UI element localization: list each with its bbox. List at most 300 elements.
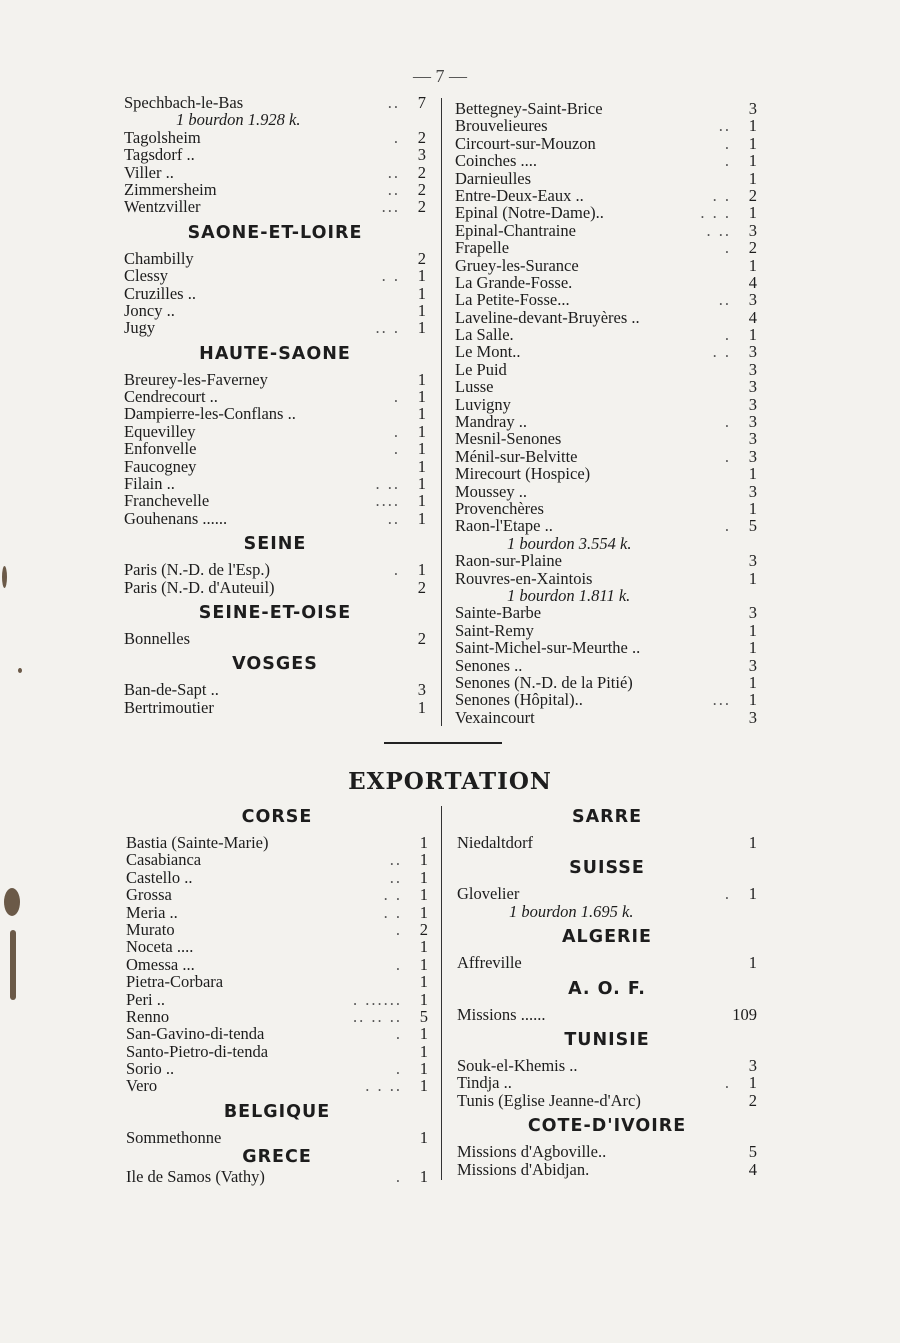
parish-entry [457, 1006, 757, 1023]
bell-count: 1 [417, 697, 426, 717]
bell-count: 2 [417, 197, 426, 217]
leader-dots: . [724, 325, 731, 345]
bell-note [455, 535, 757, 552]
parish-name: Zimmersheim [124, 179, 217, 199]
parish-entry [126, 851, 428, 868]
parish-entry [455, 517, 757, 534]
bell-count: 1 [419, 1041, 428, 1061]
parish-entry [126, 1168, 428, 1185]
parish-entry [455, 465, 757, 482]
parish-entry [124, 510, 426, 527]
bell-count: 3 [748, 412, 757, 432]
parish-entry [455, 674, 757, 691]
bell-count: 1 [417, 300, 426, 320]
bell-count: 1 [748, 116, 757, 136]
bell-count: 1 [748, 638, 757, 658]
parish-name: Le Puid [455, 359, 507, 379]
parish-name: Pietra-Corbara [126, 972, 224, 992]
bell-count: 4 [748, 307, 757, 327]
region-heading: CORSE [241, 807, 313, 827]
leader-dots: . [393, 439, 400, 459]
parish-entry [455, 622, 757, 639]
parish-name: Clessy [124, 266, 169, 286]
parish-entry [457, 1092, 757, 1109]
parish-entry [124, 423, 426, 440]
bell-count: 1 [417, 369, 426, 389]
bell-count: 5 [748, 1142, 757, 1162]
parish-entry [455, 100, 757, 117]
parish-name: Vero [126, 1076, 158, 1096]
bell-count: 1 [748, 672, 757, 692]
parish-name: Bastia (Sainte-Marie) [126, 833, 269, 852]
bell-count: 1 [419, 867, 428, 887]
parish-entry [455, 309, 757, 326]
leader-dots: . [393, 127, 400, 147]
parish-name: Ban-de-Sapt .. [124, 680, 219, 700]
parish-name: Saint-Remy [455, 620, 534, 640]
column-top-right [455, 100, 757, 726]
parish-name: Ile de Samos (Vathy) [126, 1167, 265, 1187]
parish-name: Sainte-Barbe [455, 603, 542, 623]
bell-count: 1 [748, 151, 757, 171]
parish-entry [124, 94, 426, 111]
parish-name: Bettegney-Saint-Brice [455, 99, 603, 118]
bell-count: 1 [748, 884, 757, 904]
bell-count: 2 [417, 127, 426, 147]
parish-entry [455, 500, 757, 517]
bell-count: 1 [748, 568, 757, 588]
leader-dots: . . . [700, 203, 731, 223]
parish-entry [455, 396, 757, 413]
bell-count: 2 [419, 919, 428, 939]
parish-name: Paris (N.-D. d'Auteuil) [124, 577, 275, 597]
parish-entry [124, 250, 426, 267]
parish-name: Joncy .. [124, 300, 175, 320]
export-section-title: EXPORTATION [348, 768, 552, 795]
parish-name: Senones .. [455, 655, 523, 675]
parish-name: Provenchères [455, 498, 544, 518]
parish-name: La Grande-Fosse. [455, 272, 573, 292]
parish-entry [124, 267, 426, 284]
bell-count: 1 [417, 491, 426, 511]
leader-dots: . [393, 387, 400, 407]
leader-dots: ... [712, 690, 731, 710]
parish-entry [455, 326, 757, 343]
parish-name: Senones (N.-D. de la Pitié) [455, 672, 633, 692]
parish-name: Grossa [126, 885, 172, 905]
leader-dots: . [395, 919, 402, 939]
parish-name: Frapelle [455, 238, 510, 258]
parish-name: Glovelier [457, 884, 520, 904]
bell-note-text: 1 bourdon 1.928 k. [176, 110, 301, 130]
parish-name: Equevilley [124, 421, 196, 441]
region-heading: SARRE [571, 807, 643, 827]
parish-name: Casabianca [126, 850, 202, 870]
parish-entry [126, 938, 428, 955]
parish-name: Tindja .. [457, 1073, 512, 1093]
parish-name: Santo-Pietro-di-tenda [126, 1041, 269, 1061]
parish-entry [126, 886, 428, 903]
bell-count: 109 [732, 1004, 757, 1024]
bell-count: 1 [419, 850, 428, 870]
leader-dots: . . [383, 902, 402, 922]
parish-entry [124, 285, 426, 302]
parish-name: Enfonvelle [124, 439, 197, 459]
bell-count: 3 [748, 429, 757, 449]
leader-dots: .. [387, 162, 400, 182]
bell-note-text: 1 bourdon 3.554 k. [507, 533, 632, 553]
leader-dots: . .. [375, 474, 400, 494]
bell-count: 2 [417, 628, 426, 648]
parish-name: Mirecourt (Hospice) [455, 464, 591, 484]
parish-name: Cendrecourt .. [124, 387, 218, 407]
bell-count: 1 [748, 1073, 757, 1093]
bell-count: 4 [748, 1159, 757, 1179]
parish-name: Murato [126, 919, 175, 939]
bell-count: 1 [419, 1076, 428, 1096]
bell-count: 3 [748, 342, 757, 362]
bell-count: 3 [748, 99, 757, 118]
bell-count: 3 [417, 680, 426, 700]
bell-count: 2 [417, 179, 426, 199]
bell-count: 1 [748, 833, 757, 852]
bell-count: 2 [417, 162, 426, 182]
bell-count: 3 [748, 655, 757, 675]
parish-entry [455, 117, 757, 134]
parish-entry [126, 921, 428, 938]
parish-name: Affreville [457, 953, 522, 973]
bell-count: 3 [748, 603, 757, 623]
parish-entry [457, 1074, 757, 1091]
parish-entry [126, 904, 428, 921]
bell-count: 1 [419, 833, 428, 852]
parish-entry [124, 388, 426, 405]
leader-dots: . . [383, 885, 402, 905]
bell-count: 7 [417, 93, 426, 112]
parish-entry [455, 291, 757, 308]
parish-name: Dampierre-les-Conflans .. [124, 404, 296, 424]
bell-count: 1 [748, 325, 757, 345]
parish-entry [124, 579, 426, 596]
bell-count: 1 [417, 439, 426, 459]
bell-count: 1 [748, 168, 757, 188]
bell-note [124, 111, 426, 128]
bell-count: 2 [748, 185, 757, 205]
region-heading: SEINE [243, 534, 307, 555]
leader-dots: .. [387, 179, 400, 199]
bell-count: 1 [419, 1167, 428, 1187]
parish-name: Sommethonne [126, 1127, 222, 1147]
parish-name: Raon-l'Etape .. [455, 516, 553, 536]
parish-name: Gouhenans ...... [124, 508, 228, 528]
bell-count: 2 [748, 1090, 757, 1110]
region-heading: COTE-D'IVOIRE [527, 1116, 687, 1137]
leader-dots: . . .. [365, 1076, 402, 1096]
parish-entry [455, 378, 757, 395]
bell-count: 5 [748, 516, 757, 536]
parish-name: Lusse [455, 377, 494, 397]
parish-entry [455, 604, 757, 621]
parish-entry [126, 973, 428, 990]
parish-name: Wentzviller [124, 197, 201, 217]
column-divider-bottom [441, 806, 442, 1180]
parish-entry [126, 1043, 428, 1060]
parish-entry [457, 885, 757, 902]
bell-count: 3 [748, 446, 757, 466]
parish-name: Entre-Deux-Eaux .. [455, 185, 584, 205]
leader-dots: .... [375, 491, 400, 511]
bell-count: 1 [748, 690, 757, 710]
parish-name: Bertrimoutier [124, 697, 214, 717]
bell-count: 3 [748, 220, 757, 240]
parish-entry [124, 198, 426, 215]
leader-dots: . .. [706, 220, 731, 240]
bell-count: 1 [419, 885, 428, 905]
column-divider-top [441, 98, 442, 726]
parish-name: Filain .. [124, 474, 175, 494]
parish-entry [455, 343, 757, 360]
bell-count: 1 [748, 953, 757, 973]
leader-dots: .. [718, 116, 731, 136]
parish-name: Brouvelieures [455, 116, 548, 136]
parish-name: Mesnil-Senones [455, 429, 562, 449]
parish-name: Sorio .. [126, 1059, 175, 1079]
leader-dots: .. . [375, 318, 400, 338]
parish-entry [124, 405, 426, 422]
parish-name: Noceta .... [126, 937, 194, 957]
parish-name: Castello .. [126, 867, 193, 887]
bell-count: 1 [417, 421, 426, 441]
parish-name: Raon-sur-Plaine [455, 551, 562, 571]
parish-entry [124, 181, 426, 198]
region-heading: SAONE-ET-LOIRE [187, 222, 363, 243]
region-heading: SEINE-ET-OISE [198, 602, 352, 623]
bell-count: 1 [419, 989, 428, 1009]
parish-entry [455, 430, 757, 447]
parish-name: San-Gavino-di-tenda [126, 1024, 265, 1044]
parish-entry [455, 239, 757, 256]
bell-count: 1 [748, 133, 757, 153]
parish-entry [126, 991, 428, 1008]
parish-entry [455, 483, 757, 500]
parish-name: Niedaltdorf [457, 833, 534, 852]
column-bottom-left [126, 800, 428, 1186]
parish-name: Gruey-les-Surance [455, 255, 579, 275]
parish-name: Tunis (Eglise Jeanne-d'Arc) [457, 1090, 641, 1110]
leader-dots: .. [718, 290, 731, 310]
parish-entry [455, 709, 757, 726]
parish-name: Chambilly [124, 248, 194, 268]
bell-note-text: 1 bourdon 1.811 k. [507, 585, 631, 605]
section-separator [384, 742, 502, 744]
bell-count: 1 [748, 620, 757, 640]
bell-note-text: 1 bourdon 1.695 k. [509, 901, 634, 921]
parish-entry [455, 204, 757, 221]
parish-entry [457, 1057, 757, 1074]
parish-entry [124, 492, 426, 509]
parish-entry [455, 657, 757, 674]
parish-name: Franchevelle [124, 491, 210, 511]
region-heading: VOSGES [232, 654, 318, 675]
parish-entry [126, 1077, 428, 1094]
parish-name: Tagsdorf .. [124, 145, 195, 165]
bell-count: 3 [748, 481, 757, 501]
leader-dots: . [393, 421, 400, 441]
bell-count: 1 [419, 902, 428, 922]
bell-count: 1 [419, 972, 428, 992]
bell-count: 1 [417, 387, 426, 407]
bell-note [457, 903, 757, 920]
parish-entry [457, 834, 757, 851]
region-heading: HAUTE-SAONE [199, 343, 351, 364]
leader-dots: . [724, 516, 731, 536]
parish-entry [455, 222, 757, 239]
leader-dots: . . [712, 185, 731, 205]
leader-dots: . [724, 151, 731, 171]
parish-name: Breurey-les-Faverney [124, 369, 268, 389]
parish-name: Faucogney [124, 456, 197, 476]
parish-entry [124, 630, 426, 647]
bell-count: 1 [417, 560, 426, 580]
parish-entry [124, 699, 426, 716]
bell-count: 1 [419, 1024, 428, 1044]
leader-dots: . [724, 133, 731, 153]
parish-entry [126, 834, 428, 851]
column-bottom-right [457, 800, 757, 1178]
leader-dots: . [395, 1059, 402, 1079]
bell-count: 1 [748, 464, 757, 484]
parish-entry [126, 1129, 428, 1146]
bell-count: 3 [748, 1055, 757, 1075]
bell-count: 2 [417, 577, 426, 597]
bell-count: 3 [748, 551, 757, 571]
parish-entry [455, 170, 757, 187]
parish-name: La Salle. [455, 325, 514, 345]
parish-name: Meria .. [126, 902, 178, 922]
parish-entry [124, 302, 426, 319]
parish-entry [126, 1025, 428, 1042]
parish-entry [124, 475, 426, 492]
bell-count: 1 [417, 266, 426, 286]
page-number: — 7 — [413, 66, 467, 86]
parish-name: Jugy [124, 318, 156, 338]
parish-name: Missions ...... [457, 1004, 546, 1024]
bell-count: 3 [417, 145, 426, 165]
parish-name: Epinal-Chantraine [455, 220, 576, 240]
bell-count: 1 [748, 498, 757, 518]
region-heading: TUNISIE [564, 1029, 650, 1050]
bell-count: 3 [748, 394, 757, 414]
leader-dots: . [724, 238, 731, 258]
leader-dots: .. .. .. [353, 1006, 402, 1026]
parish-entry [455, 552, 757, 569]
region-heading: ALGERIE [562, 927, 652, 948]
parish-entry [124, 319, 426, 336]
bell-count: 3 [748, 377, 757, 397]
parish-name: La Petite-Fosse... [455, 290, 570, 310]
parish-entry [457, 954, 757, 971]
parish-name: Luvigny [455, 394, 511, 414]
column-top-left [124, 94, 426, 716]
parish-entry [455, 274, 757, 291]
parish-entry [455, 361, 757, 378]
bell-count: 2 [748, 238, 757, 258]
bell-count: 3 [748, 707, 757, 727]
parish-name: Coinches .... [455, 151, 538, 171]
leader-dots: . [724, 884, 731, 904]
bell-count: 1 [419, 954, 428, 974]
leader-dots: . [724, 412, 731, 432]
parish-name: Spechbach-le-Bas [124, 93, 244, 112]
parish-name: Darnieulles [455, 168, 532, 188]
region-heading: SUISSE [569, 858, 645, 879]
parish-name: Epinal (Notre-Dame).. [455, 203, 604, 223]
parish-entry [126, 956, 428, 973]
bell-count: 1 [419, 1127, 428, 1147]
bell-count: 3 [748, 290, 757, 310]
region-heading: BELGIQUE [223, 1101, 331, 1122]
parish-name: Vexaincourt [455, 707, 535, 727]
parish-name: Peri .. [126, 989, 165, 1009]
bell-note [455, 587, 757, 604]
parish-entry [455, 187, 757, 204]
leader-dots: . [724, 1073, 731, 1093]
parish-entry [457, 1143, 757, 1160]
parish-name: Circourt-sur-Mouzon [455, 133, 596, 153]
bell-count: 1 [417, 404, 426, 424]
parish-entry [126, 1008, 428, 1025]
parish-name: Omessa ... [126, 954, 195, 974]
parish-name: Ménil-sur-Belvitte [455, 446, 578, 466]
bell-count: 1 [419, 937, 428, 957]
bell-count: 1 [417, 283, 426, 303]
parish-entry [126, 1060, 428, 1077]
parish-name: Bonnelles [124, 628, 190, 648]
parish-entry [455, 257, 757, 274]
region-heading: A. O. F. [568, 978, 646, 999]
bell-count: 4 [748, 272, 757, 292]
parish-name: Rouvres-en-Xaintois [455, 568, 593, 588]
parish-entry [455, 413, 757, 430]
parish-entry [124, 681, 426, 698]
bell-count: 1 [417, 508, 426, 528]
parish-name: Missions d'Abidjan. [457, 1159, 590, 1179]
leader-dots: .. [387, 508, 400, 528]
parish-entry [124, 458, 426, 475]
parish-name: Le Mont.. [455, 342, 521, 362]
region-heading: GRECE [242, 1147, 312, 1168]
parish-name: Missions d'Agboville.. [457, 1142, 607, 1162]
leader-dots: . . [381, 266, 400, 286]
parish-entry [455, 691, 757, 708]
parish-name: Tagolsheim [124, 127, 201, 147]
parish-entry [124, 440, 426, 457]
leader-dots: . [395, 1167, 402, 1187]
parish-entry [455, 135, 757, 152]
leader-dots: . [395, 1024, 402, 1044]
bell-count: 5 [419, 1006, 428, 1026]
bell-count: 1 [748, 255, 757, 275]
bell-count: 1 [417, 456, 426, 476]
bell-count: 1 [417, 474, 426, 494]
bell-count: 3 [748, 359, 757, 379]
parish-name: Cruzilles .. [124, 283, 196, 303]
bell-count: 2 [417, 248, 426, 268]
parish-entry [457, 1161, 757, 1178]
parish-name: Laveline-devant-Bruyères .. [455, 307, 640, 327]
parish-name: Moussey .. [455, 481, 527, 501]
parish-entry [455, 639, 757, 656]
